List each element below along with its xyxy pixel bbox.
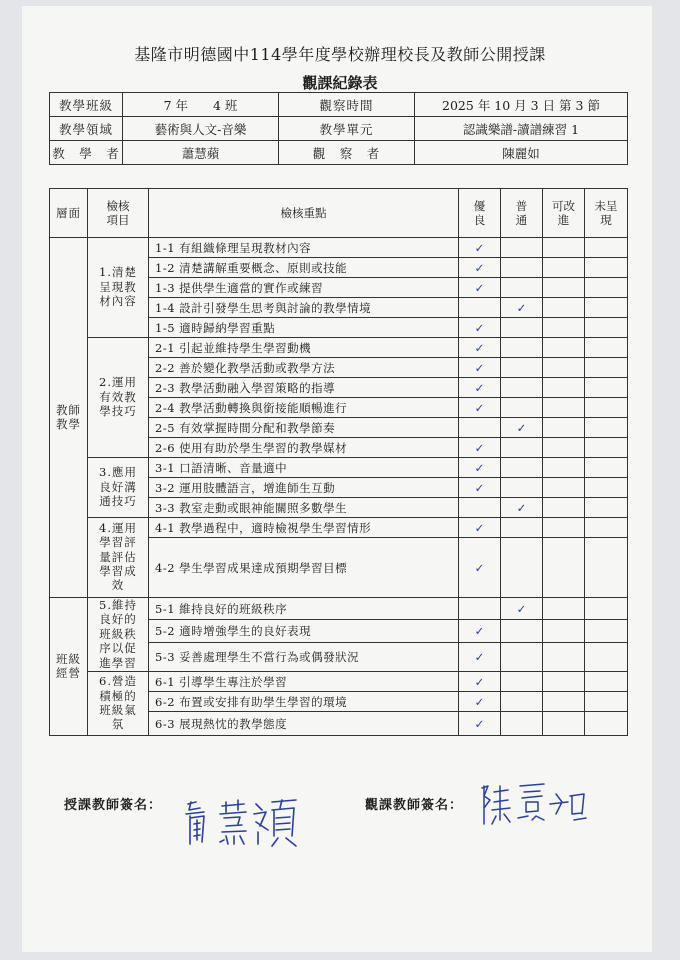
category-c3: 3.應用良好溝通技巧 [88,458,149,518]
rating-cell-excellent [459,712,501,736]
item-text: 1-3 提供學生適當的實作或練習 [149,278,459,298]
layer-management: 班級經營 [50,598,88,736]
item-text: 4-2 學生學習成果達成預期學習目標 [149,538,459,598]
check-mark-icon: ✓ [516,500,527,515]
check-mark-icon: ✓ [474,320,485,335]
rating-cell-normal [501,498,543,518]
rating-cell-improve [543,238,585,258]
rating-cell-none [585,518,628,538]
rating-cell-excellent [459,358,501,378]
rating-cell-normal [501,258,543,278]
time-label: 觀察時間 [279,93,415,117]
item-text: 1-1 有組織條理呈現教材內容 [149,238,459,258]
rating-cell-improve [543,258,585,278]
rating-cell-normal [501,692,543,712]
rating-cell-none [585,298,628,318]
observer-signature-label: 觀課教師簽名： [365,798,464,813]
rating-cell-none [585,458,628,478]
header-focus: 檢核重點 [149,189,459,238]
check-mark-icon: ✓ [474,340,485,355]
teacher-label: 教 學 者 [50,141,123,165]
rating-cell-normal [501,538,543,598]
rating-cell-improve [543,278,585,298]
item-text: 3-1 口語清晰、音量適中 [149,458,459,478]
rating-cell-excellent [459,642,501,671]
item-text: 5-1 維持良好的班級秩序 [149,598,459,620]
check-mark-icon: ✓ [474,400,485,415]
rating-cell-excellent [459,318,501,338]
rating-cell-excellent [459,438,501,458]
rating-cell-none [585,278,628,298]
rating-cell-none [585,438,628,458]
rating-cell-none [585,238,628,258]
item-text: 2-1 引起並維持學生學習動機 [149,338,459,358]
category-c4: 4.運用學習評量評估學習成效 [88,518,149,598]
rating-cell-normal [501,358,543,378]
header-excellent: 優良 [459,189,501,238]
rating-cell-improve [543,418,585,438]
observer-signature-drawing [478,780,588,830]
rating-cell-improve [543,378,585,398]
rating-cell-none [585,338,628,358]
rating-cell-none [585,498,628,518]
checklist-row [50,338,628,358]
rating-cell-normal [501,518,543,538]
item-text: 2-4 教學活動轉換與銜接能順暢進行 [149,398,459,418]
check-mark-icon: ✓ [516,601,527,616]
check-mark-icon: ✓ [474,716,485,731]
rating-cell-none [585,418,628,438]
check-mark-icon: ✓ [474,380,485,395]
rating-cell-excellent [459,478,501,498]
rating-cell-normal [501,478,543,498]
check-mark-icon: ✓ [474,560,485,575]
item-text: 1-2 清楚講解重要概念、原則或技能 [149,258,459,278]
rating-cell-excellent [459,672,501,692]
rating-cell-normal [501,398,543,418]
check-mark-icon: ✓ [474,674,485,689]
rating-cell-normal [501,278,543,298]
rating-cell-excellent [459,258,501,278]
rating-cell-improve [543,478,585,498]
class-value: 7 年 4 班 [123,93,279,117]
check-mark-icon: ✓ [474,624,485,639]
rating-cell-none [585,318,628,338]
rating-cell-improve [543,518,585,538]
header-normal: 普通 [501,189,543,238]
rating-cell-improve [543,498,585,518]
item-text: 2-5 有效掌握時間分配和教學節奏 [149,418,459,438]
rating-cell-none [585,478,628,498]
check-mark-icon: ✓ [474,280,485,295]
header-none: 未呈現 [585,189,628,238]
rating-cell-improve [543,338,585,358]
rating-cell-normal [501,318,543,338]
rating-cell-normal [501,458,543,478]
header-project: 檢核項目 [88,189,149,238]
layer-teaching: 教師教學 [50,238,88,598]
info-table [49,92,628,165]
observer-signature [478,780,588,834]
item-text: 5-2 適時增強學生的良好表現 [149,620,459,642]
rating-cell-none [585,620,628,642]
teacher-signature-label: 授課教師簽名： [64,798,163,813]
rating-cell-none [585,378,628,398]
rating-cell-none [585,258,628,278]
checklist-row [50,672,628,692]
header-layer: 層面 [50,189,88,238]
form-subtitle: 觀課紀錄表 [302,74,378,92]
rating-cell-improve [543,620,585,642]
rating-cell-normal [501,338,543,358]
teacher-value: 蕭慧蘋 [123,141,279,165]
rating-cell-none [585,672,628,692]
category-c1: 1.清楚呈現教材內容 [88,238,149,338]
item-text: 3-2 運用肢體語言，增進師生互動 [149,478,459,498]
check-mark-icon: ✓ [474,460,485,475]
rating-cell-improve [543,642,585,671]
rating-cell-excellent [459,418,501,438]
teacher-signature [182,796,302,856]
checklist-row [50,598,628,620]
unit-value: 認識樂譜-讀譜練習 1 [415,117,628,141]
rating-cell-improve [543,458,585,478]
check-mark-icon: ✓ [474,480,485,495]
item-text: 2-3 教學活動融入學習策略的指導 [149,378,459,398]
checklist-row [50,238,628,258]
item-text: 2-2 善於變化教學活動或教學方法 [149,358,459,378]
rating-cell-excellent [459,692,501,712]
form-title: 基隆市明德國中114學年度學校辦理校長及教師公開授課 [134,45,546,64]
header-improve: 可改進 [543,189,585,238]
class-label: 教學班級 [50,93,123,117]
check-mark-icon: ✓ [474,360,485,375]
rating-cell-none [585,358,628,378]
rating-cell-normal [501,642,543,671]
category-c5: 5.維持良好的班級秩序以促進學習 [88,598,149,672]
domain-label: 教學領域 [50,117,123,141]
rating-cell-improve [543,358,585,378]
observer-value: 陳麗如 [415,141,628,165]
rating-cell-excellent [459,378,501,398]
rating-cell-normal [501,712,543,736]
rating-cell-none [585,712,628,736]
rating-cell-normal [501,620,543,642]
rating-cell-excellent [459,398,501,418]
rating-cell-none [585,538,628,598]
rating-cell-excellent [459,278,501,298]
checklist-table [49,188,628,736]
item-text: 6-1 引導學生專注於學習 [149,672,459,692]
category-c6: 6.營造積極的班級氣氛 [88,672,149,736]
rating-cell-excellent [459,538,501,598]
check-mark-icon: ✓ [474,240,485,255]
rating-cell-normal [501,438,543,458]
domain-value: 藝術與人文-音樂 [123,117,279,141]
rating-cell-improve [543,692,585,712]
rating-cell-improve [543,598,585,620]
check-mark-icon: ✓ [474,649,485,664]
rating-cell-excellent [459,518,501,538]
item-text: 1-5 適時歸納學習重點 [149,318,459,338]
checklist-row [50,518,628,538]
rating-cell-normal [501,298,543,318]
rating-cell-excellent [459,498,501,518]
rating-cell-excellent [459,620,501,642]
check-mark-icon: ✓ [516,300,527,315]
rating-cell-improve [543,672,585,692]
category-c2: 2.運用有效教學技巧 [88,338,149,458]
rating-cell-improve [543,318,585,338]
rating-cell-improve [543,538,585,598]
rating-cell-normal [501,378,543,398]
rating-cell-excellent [459,458,501,478]
unit-label: 教學單元 [279,117,415,141]
rating-cell-normal [501,418,543,438]
check-mark-icon: ✓ [474,520,485,535]
check-mark-icon: ✓ [516,420,527,435]
teacher-signature-drawing [182,796,302,852]
item-text: 1-4 設計引發學生思考與討論的教學情境 [149,298,459,318]
item-text: 3-3 教室走動或眼神能關照多數學生 [149,498,459,518]
rating-cell-improve [543,298,585,318]
rating-cell-none [585,692,628,712]
rating-cell-normal [501,598,543,620]
rating-cell-excellent [459,298,501,318]
rating-cell-normal [501,238,543,258]
check-mark-icon: ✓ [474,260,485,275]
rating-cell-none [585,642,628,671]
item-text: 6-2 布置或安排有助學生學習的環境 [149,692,459,712]
rating-cell-improve [543,438,585,458]
checklist-row [50,458,628,478]
item-text: 4-1 教學過程中，適時檢視學生學習情形 [149,518,459,538]
time-value: 2025 年 10 月 3 日 第 3 節 [415,93,628,117]
rating-cell-normal [501,672,543,692]
check-mark-icon: ✓ [474,440,485,455]
rating-cell-improve [543,398,585,418]
rating-cell-excellent [459,338,501,358]
rating-cell-none [585,598,628,620]
item-text: 6-3 展現熱忱的教學態度 [149,712,459,736]
rating-cell-none [585,398,628,418]
rating-cell-improve [543,712,585,736]
check-mark-icon: ✓ [474,694,485,709]
rating-cell-excellent [459,598,501,620]
observer-label: 觀 察 者 [279,141,415,165]
item-text: 2-6 使用有助於學生學習的教學媒材 [149,438,459,458]
rating-cell-excellent [459,238,501,258]
item-text: 5-3 妥善處理學生不當行為或偶發狀況 [149,642,459,671]
